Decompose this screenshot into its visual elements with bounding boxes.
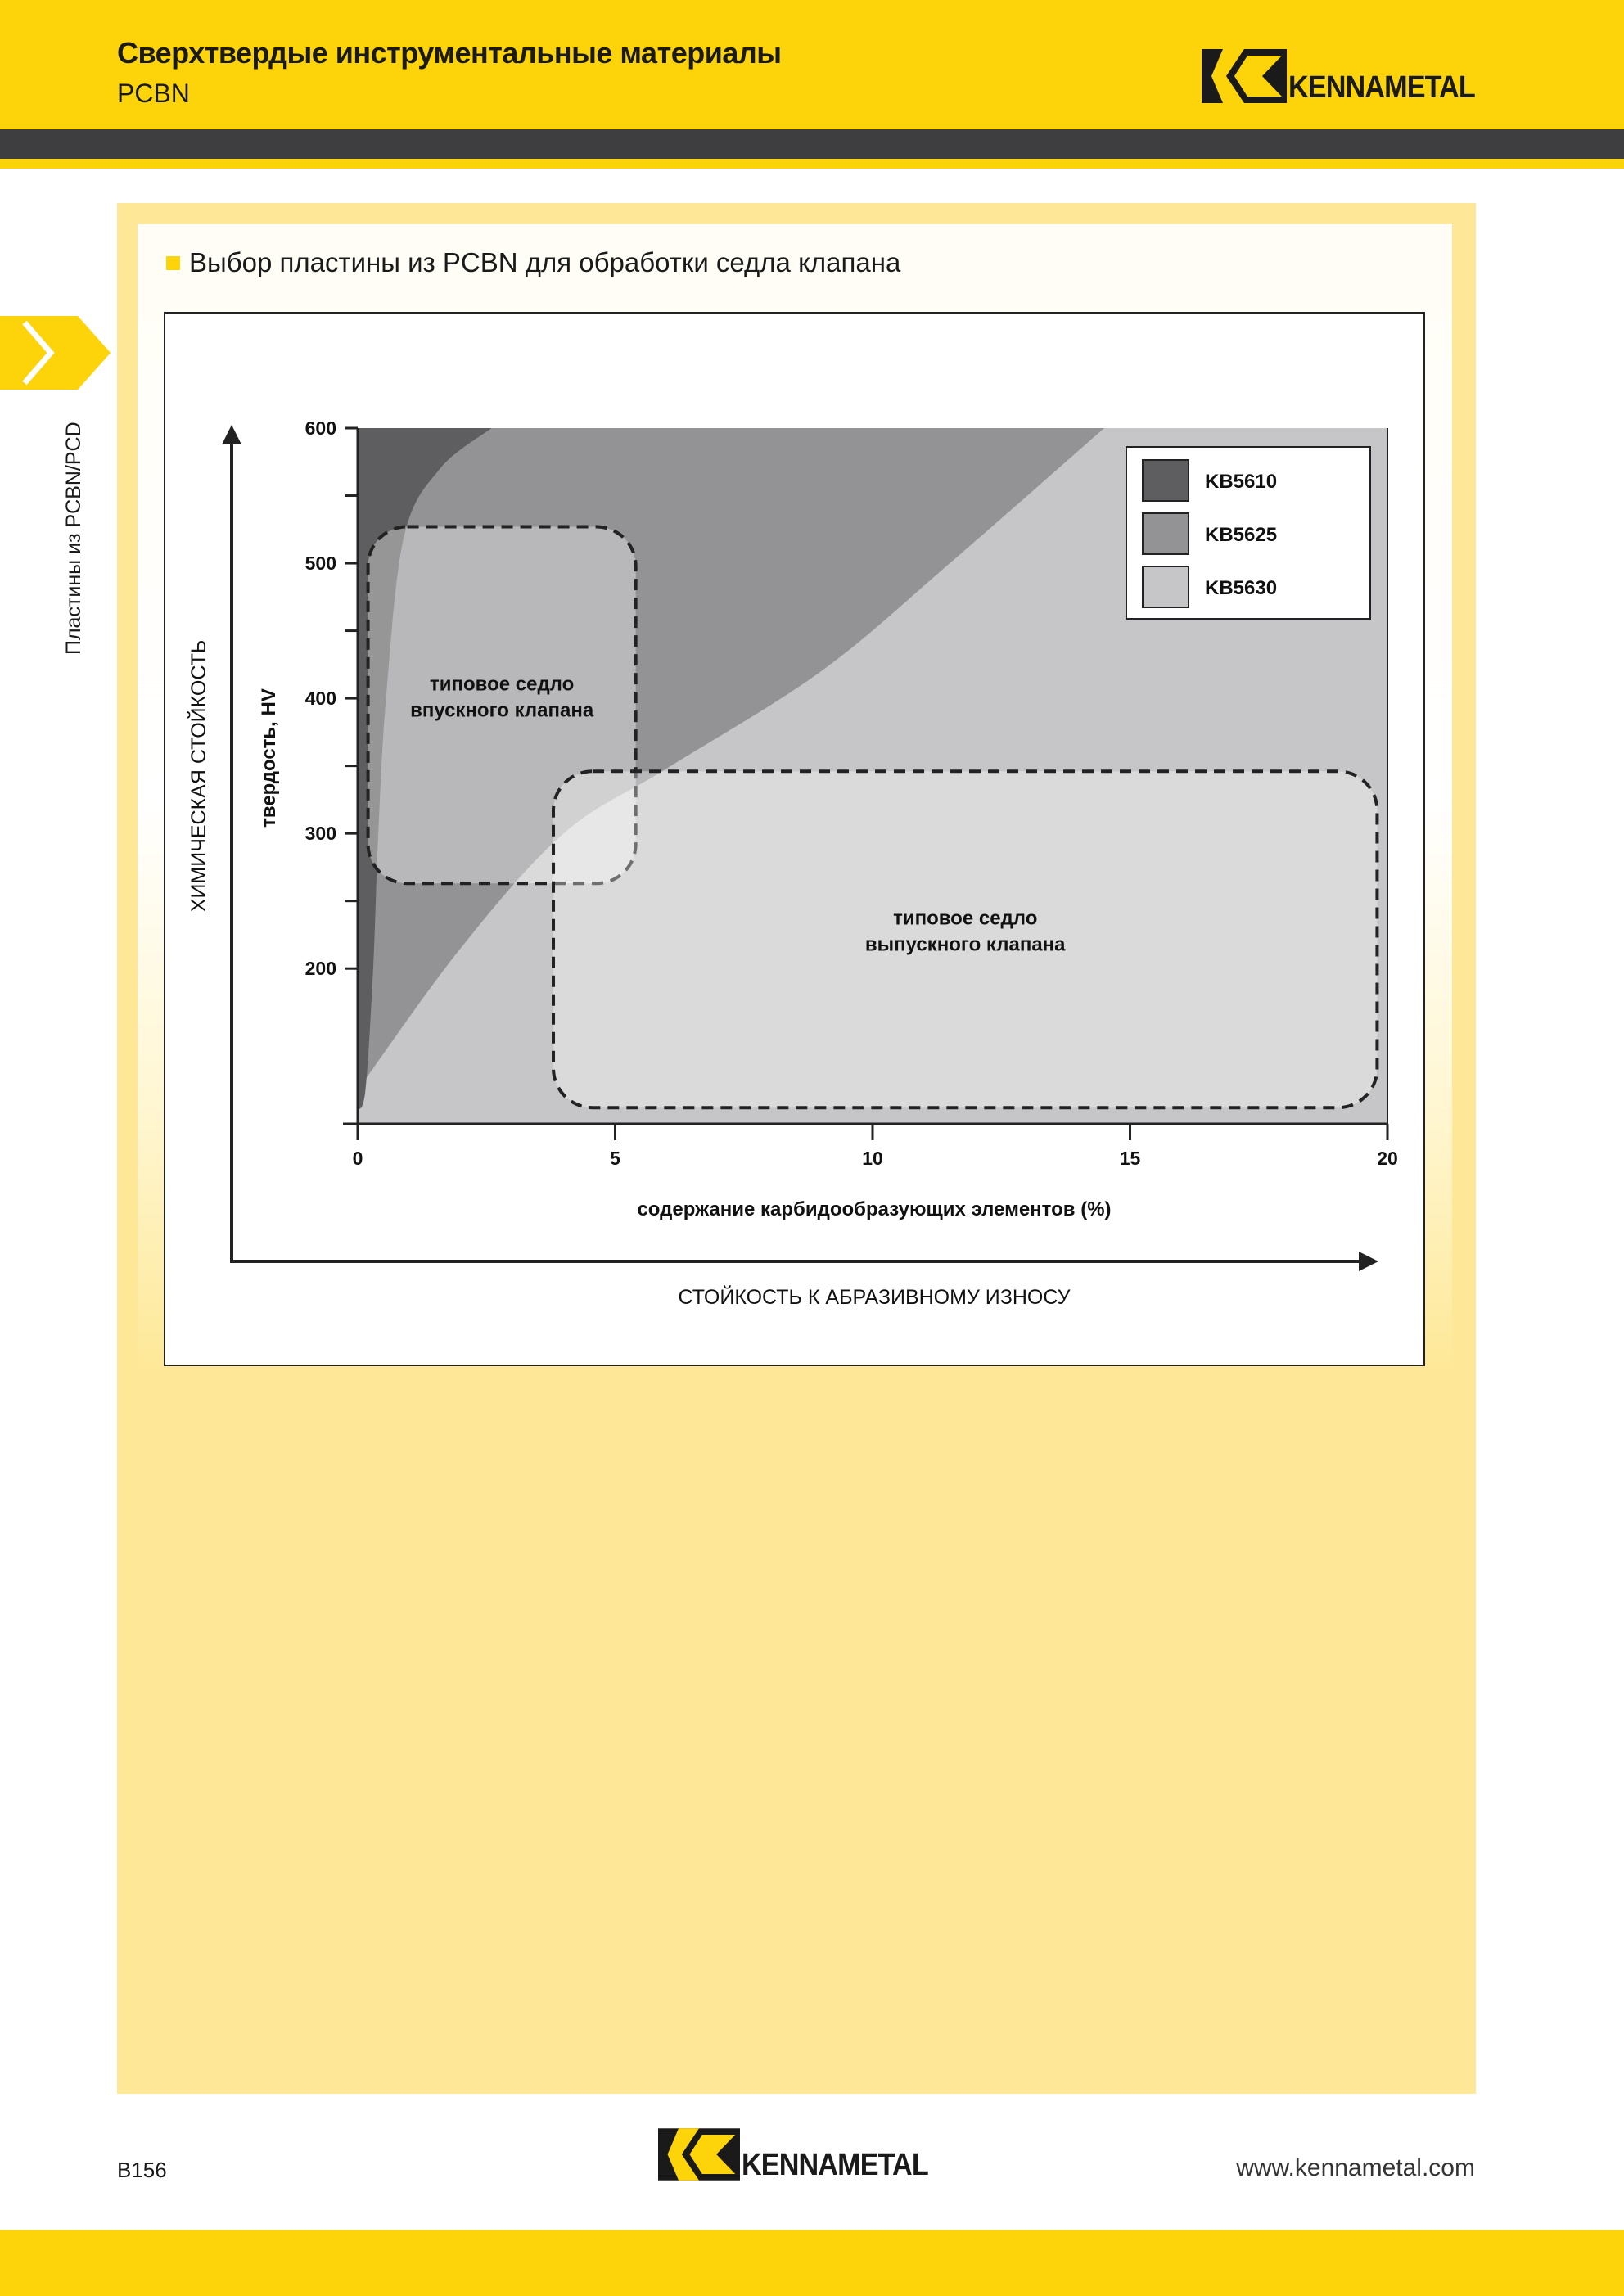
y-tick-label: 500 xyxy=(304,553,336,575)
header-logo-text: KENNAMETAL xyxy=(1288,70,1475,105)
bullet-square-icon xyxy=(166,256,180,270)
footer-bar xyxy=(0,2230,1624,2296)
footer-logo-text: KENNAMETAL xyxy=(742,2148,928,2182)
header-logo[interactable] xyxy=(1202,49,1495,103)
x-axis-label: содержание карбидообразующих элементов (%) xyxy=(637,1198,1112,1220)
legend-swatch xyxy=(1143,460,1189,501)
side-tab-label: Пластины из PCBN/PCD xyxy=(62,422,85,655)
outer-x-label: СТОЙКОСТЬ К АБРАЗИВНОМУ ИЗНОСУ xyxy=(678,1286,1071,1309)
header-yellow-stripe xyxy=(0,159,1624,169)
y-tick-label: 200 xyxy=(304,958,336,980)
section-title xyxy=(166,247,900,278)
region-label-line: типовое седло xyxy=(893,907,1038,930)
legend-swatch xyxy=(1143,566,1189,607)
kennametal-k-icon xyxy=(1202,49,1287,103)
legend-label: KB5610 xyxy=(1205,471,1278,493)
kennametal-k-icon xyxy=(658,2128,740,2181)
chart-frame xyxy=(164,312,1425,1366)
chart-svg xyxy=(165,314,1423,1365)
region-label-line: выпускного клапана xyxy=(864,933,1066,956)
x-tick-label: 5 xyxy=(610,1148,620,1169)
region-label-line: впускного клапана xyxy=(410,699,594,722)
page-number: B156 xyxy=(117,2158,167,2182)
footer-logo[interactable] xyxy=(658,2128,949,2181)
region-label-line: типовое седло xyxy=(429,673,575,696)
outer-y-label: ХИМИЧЕСКАЯ СТОЙКОСТЬ xyxy=(187,639,210,913)
x-tick-label: 20 xyxy=(1377,1148,1398,1169)
chart-legend xyxy=(1126,447,1370,619)
y-tick-label: 600 xyxy=(304,417,336,439)
x-tick-label: 10 xyxy=(862,1148,883,1169)
header-title: Сверхтвердые инструментальные материалы xyxy=(117,36,782,70)
header-subtitle: PCBN xyxy=(117,79,190,108)
x-tick-label: 15 xyxy=(1119,1148,1141,1169)
legend-label: KB5625 xyxy=(1205,524,1278,546)
side-chevron-icon xyxy=(0,316,115,390)
header-dark-stripe xyxy=(0,129,1624,159)
legend-swatch xyxy=(1143,513,1189,554)
x-tick-label: 0 xyxy=(352,1148,363,1169)
y-tick-label: 300 xyxy=(304,823,336,845)
y-tick-label: 400 xyxy=(304,688,336,710)
legend-label: KB5630 xyxy=(1205,577,1278,599)
y-axis-label: твердость, HV xyxy=(258,688,280,828)
section-title-text: Выбор пластины из PCBN для обработки седла клапана xyxy=(189,247,901,277)
footer-url[interactable]: www.kennametal.com xyxy=(1236,2154,1475,2181)
